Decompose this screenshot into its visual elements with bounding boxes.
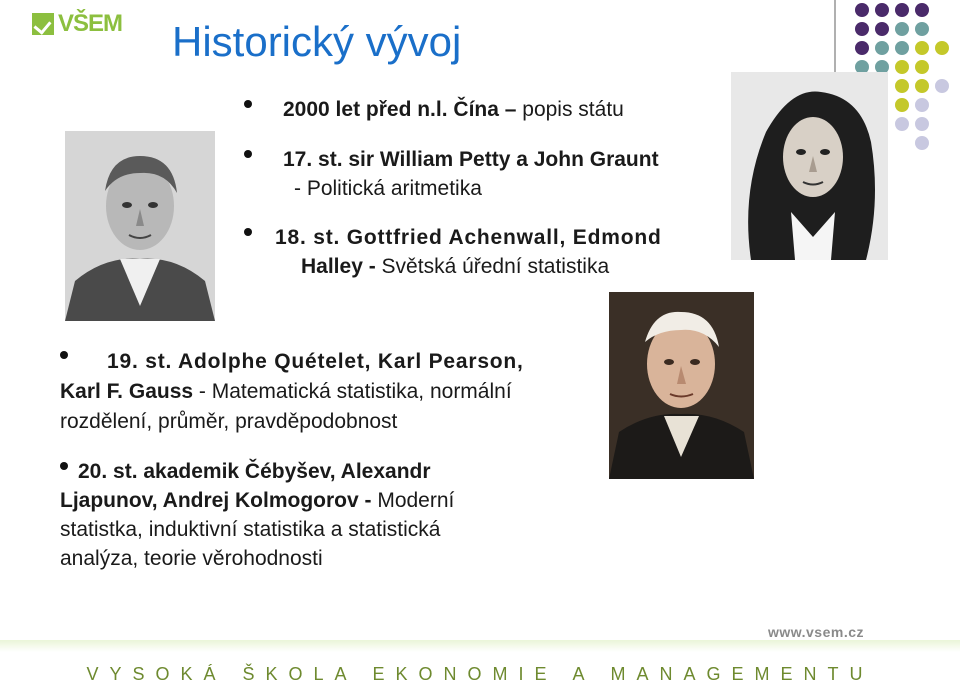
bullet-1-bold: 2000 let před n.l. Čína –	[283, 98, 523, 121]
bullet-4-text: - Matematická statistika, normální	[193, 380, 512, 403]
bullet-3-line2	[301, 254, 609, 280]
bullet-5-line1: 20. st. akademik Čébyšev, Alexandr	[78, 460, 431, 483]
bullet-3-bold: Halley -	[301, 255, 382, 278]
page-title: Historický vývoj	[172, 18, 462, 65]
dot	[895, 22, 909, 36]
dot	[915, 79, 929, 93]
dot	[915, 60, 929, 74]
dot	[895, 60, 909, 74]
bullet-4-line1: 19. st. Adolphe Quételet, Karl Pearson,	[107, 350, 524, 373]
dot	[855, 3, 869, 17]
bullet-3-text: Světská úřední statistika	[381, 255, 610, 278]
dot	[895, 41, 909, 55]
bullet-1	[283, 97, 624, 123]
bullet-dot	[60, 462, 68, 470]
footer-school-name: VYSOKÁ ŠKOLA EKONOMIE A MANAGEMENTU	[86, 664, 874, 684]
dot	[915, 3, 929, 17]
dot	[855, 41, 869, 55]
dot	[875, 3, 889, 17]
bullet-5-bold: Ljapunov, Andrej Kolmogorov -	[60, 489, 378, 512]
footer-url[interactable]: www.vsem.cz	[767, 624, 864, 640]
bullet-5-line2	[60, 488, 454, 514]
bullet-5-line4: analýza, teorie věrohodnosti	[60, 547, 323, 570]
dot	[875, 41, 889, 55]
bullet-dot	[244, 228, 252, 236]
dot	[935, 41, 949, 55]
bullet-1-text: popis státu	[522, 98, 624, 121]
check-logo-icon	[32, 13, 54, 35]
dot	[875, 22, 889, 36]
bullet-dot	[244, 150, 252, 158]
dot	[915, 22, 929, 36]
dot	[935, 79, 949, 93]
bullet-5-line3: statistka, induktivní statistika a statistická	[60, 518, 441, 541]
bullet-dot	[60, 351, 68, 359]
bullet-2-line1: 17. st. sir William Petty a John Graunt	[283, 148, 659, 171]
dot	[915, 136, 929, 150]
vsem-logo	[32, 10, 122, 38]
dot	[855, 22, 869, 36]
bullet-dot	[244, 100, 252, 108]
bullet-4-bold: Karl F. Gauss	[60, 380, 194, 403]
logo-text: VŠEM	[58, 10, 123, 37]
bullet-3-line1: 18. st. Gottfried Achenwall, Edmond	[275, 226, 662, 249]
bullet-2-line2: - Politická aritmetika	[294, 177, 482, 200]
dot	[895, 98, 909, 112]
bullet-5-text: Moderní	[377, 489, 455, 512]
dot	[895, 79, 909, 93]
portrait-top-right	[731, 72, 888, 260]
portrait-engraving-left	[65, 131, 215, 321]
dot	[915, 117, 929, 131]
bullet-4-line2	[60, 379, 512, 405]
dot	[895, 3, 909, 17]
dot	[915, 98, 929, 112]
dot	[895, 117, 909, 131]
bullet-4-line3: rozdělení, průměr, pravděpodobnost	[60, 410, 398, 433]
footer-band	[0, 640, 960, 652]
dot	[915, 41, 929, 55]
portrait-gauss	[609, 292, 754, 479]
